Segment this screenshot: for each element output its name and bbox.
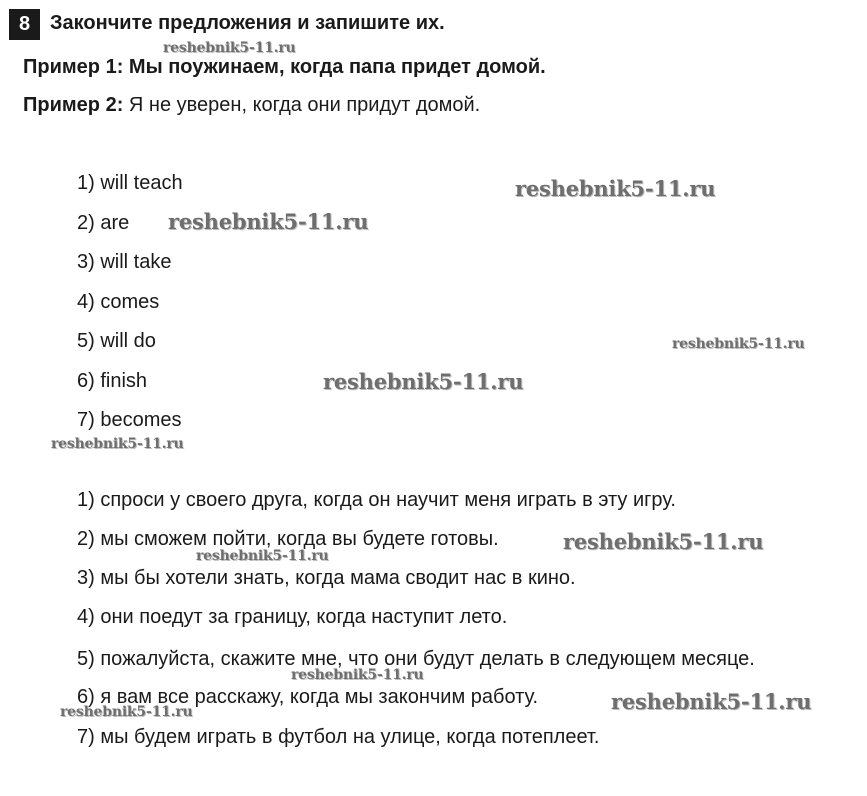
list-item: 5) will do: [77, 330, 156, 352]
task-number-badge: 8: [9, 9, 40, 40]
list-item: 4) comes: [77, 291, 160, 313]
list-item: 7) becomes: [77, 409, 182, 431]
watermark: reshebnik5-11.ru: [291, 667, 424, 683]
watermark: reshebnik5-11.ru: [60, 704, 193, 720]
watermark: reshebnik5-11.ru: [51, 436, 184, 452]
list-item: 6) я вам все расскажу, когда мы закончим работу.: [77, 686, 539, 708]
list-item: 1) will teach: [77, 172, 183, 194]
example-1-label: Пример 1:: [23, 56, 124, 78]
example-2-label: Пример 2:: [23, 94, 124, 116]
list-item: 2) are: [77, 212, 130, 234]
watermark: reshebnik5-11.ru: [611, 689, 812, 714]
watermark: reshebnik5-11.ru: [323, 369, 524, 394]
watermark: reshebnik5-11.ru: [163, 40, 296, 56]
example-1: [23, 56, 546, 79]
watermark: reshebnik5-11.ru: [672, 336, 805, 352]
list-item: 7) мы будем играть в футбол на улице, когда потеплеет.: [77, 726, 600, 748]
list-item: 5) пожалуйста, скажите мне, что они будут делать в следующем месяце.: [77, 648, 755, 670]
list-item: 3) мы бы хотели знать, когда мама сводит нас в кино.: [77, 567, 576, 589]
example-2: [23, 94, 480, 117]
watermark: reshebnik5-11.ru: [168, 209, 369, 234]
task-title: Закончите предложения и запишите их.: [50, 12, 445, 34]
list-item: 1) спроси у своего друга, когда он научит меня играть в эту игру.: [77, 489, 676, 511]
list-item: 2) мы сможем пойти, когда вы будете готовы.: [77, 528, 499, 550]
watermark: reshebnik5-11.ru: [196, 548, 329, 564]
list-item: 6) finish: [77, 370, 148, 392]
example-1-text: Мы поужинаем, когда папа придет домой.: [123, 56, 546, 78]
watermark: reshebnik5-11.ru: [515, 176, 716, 201]
example-2-text: Я не уверен, когда они придут домой.: [123, 94, 481, 116]
list-item: 4) они поедут за границу, когда наступит лето.: [77, 606, 508, 628]
list-item: 3) will take: [77, 251, 172, 273]
watermark: reshebnik5-11.ru: [563, 529, 764, 554]
